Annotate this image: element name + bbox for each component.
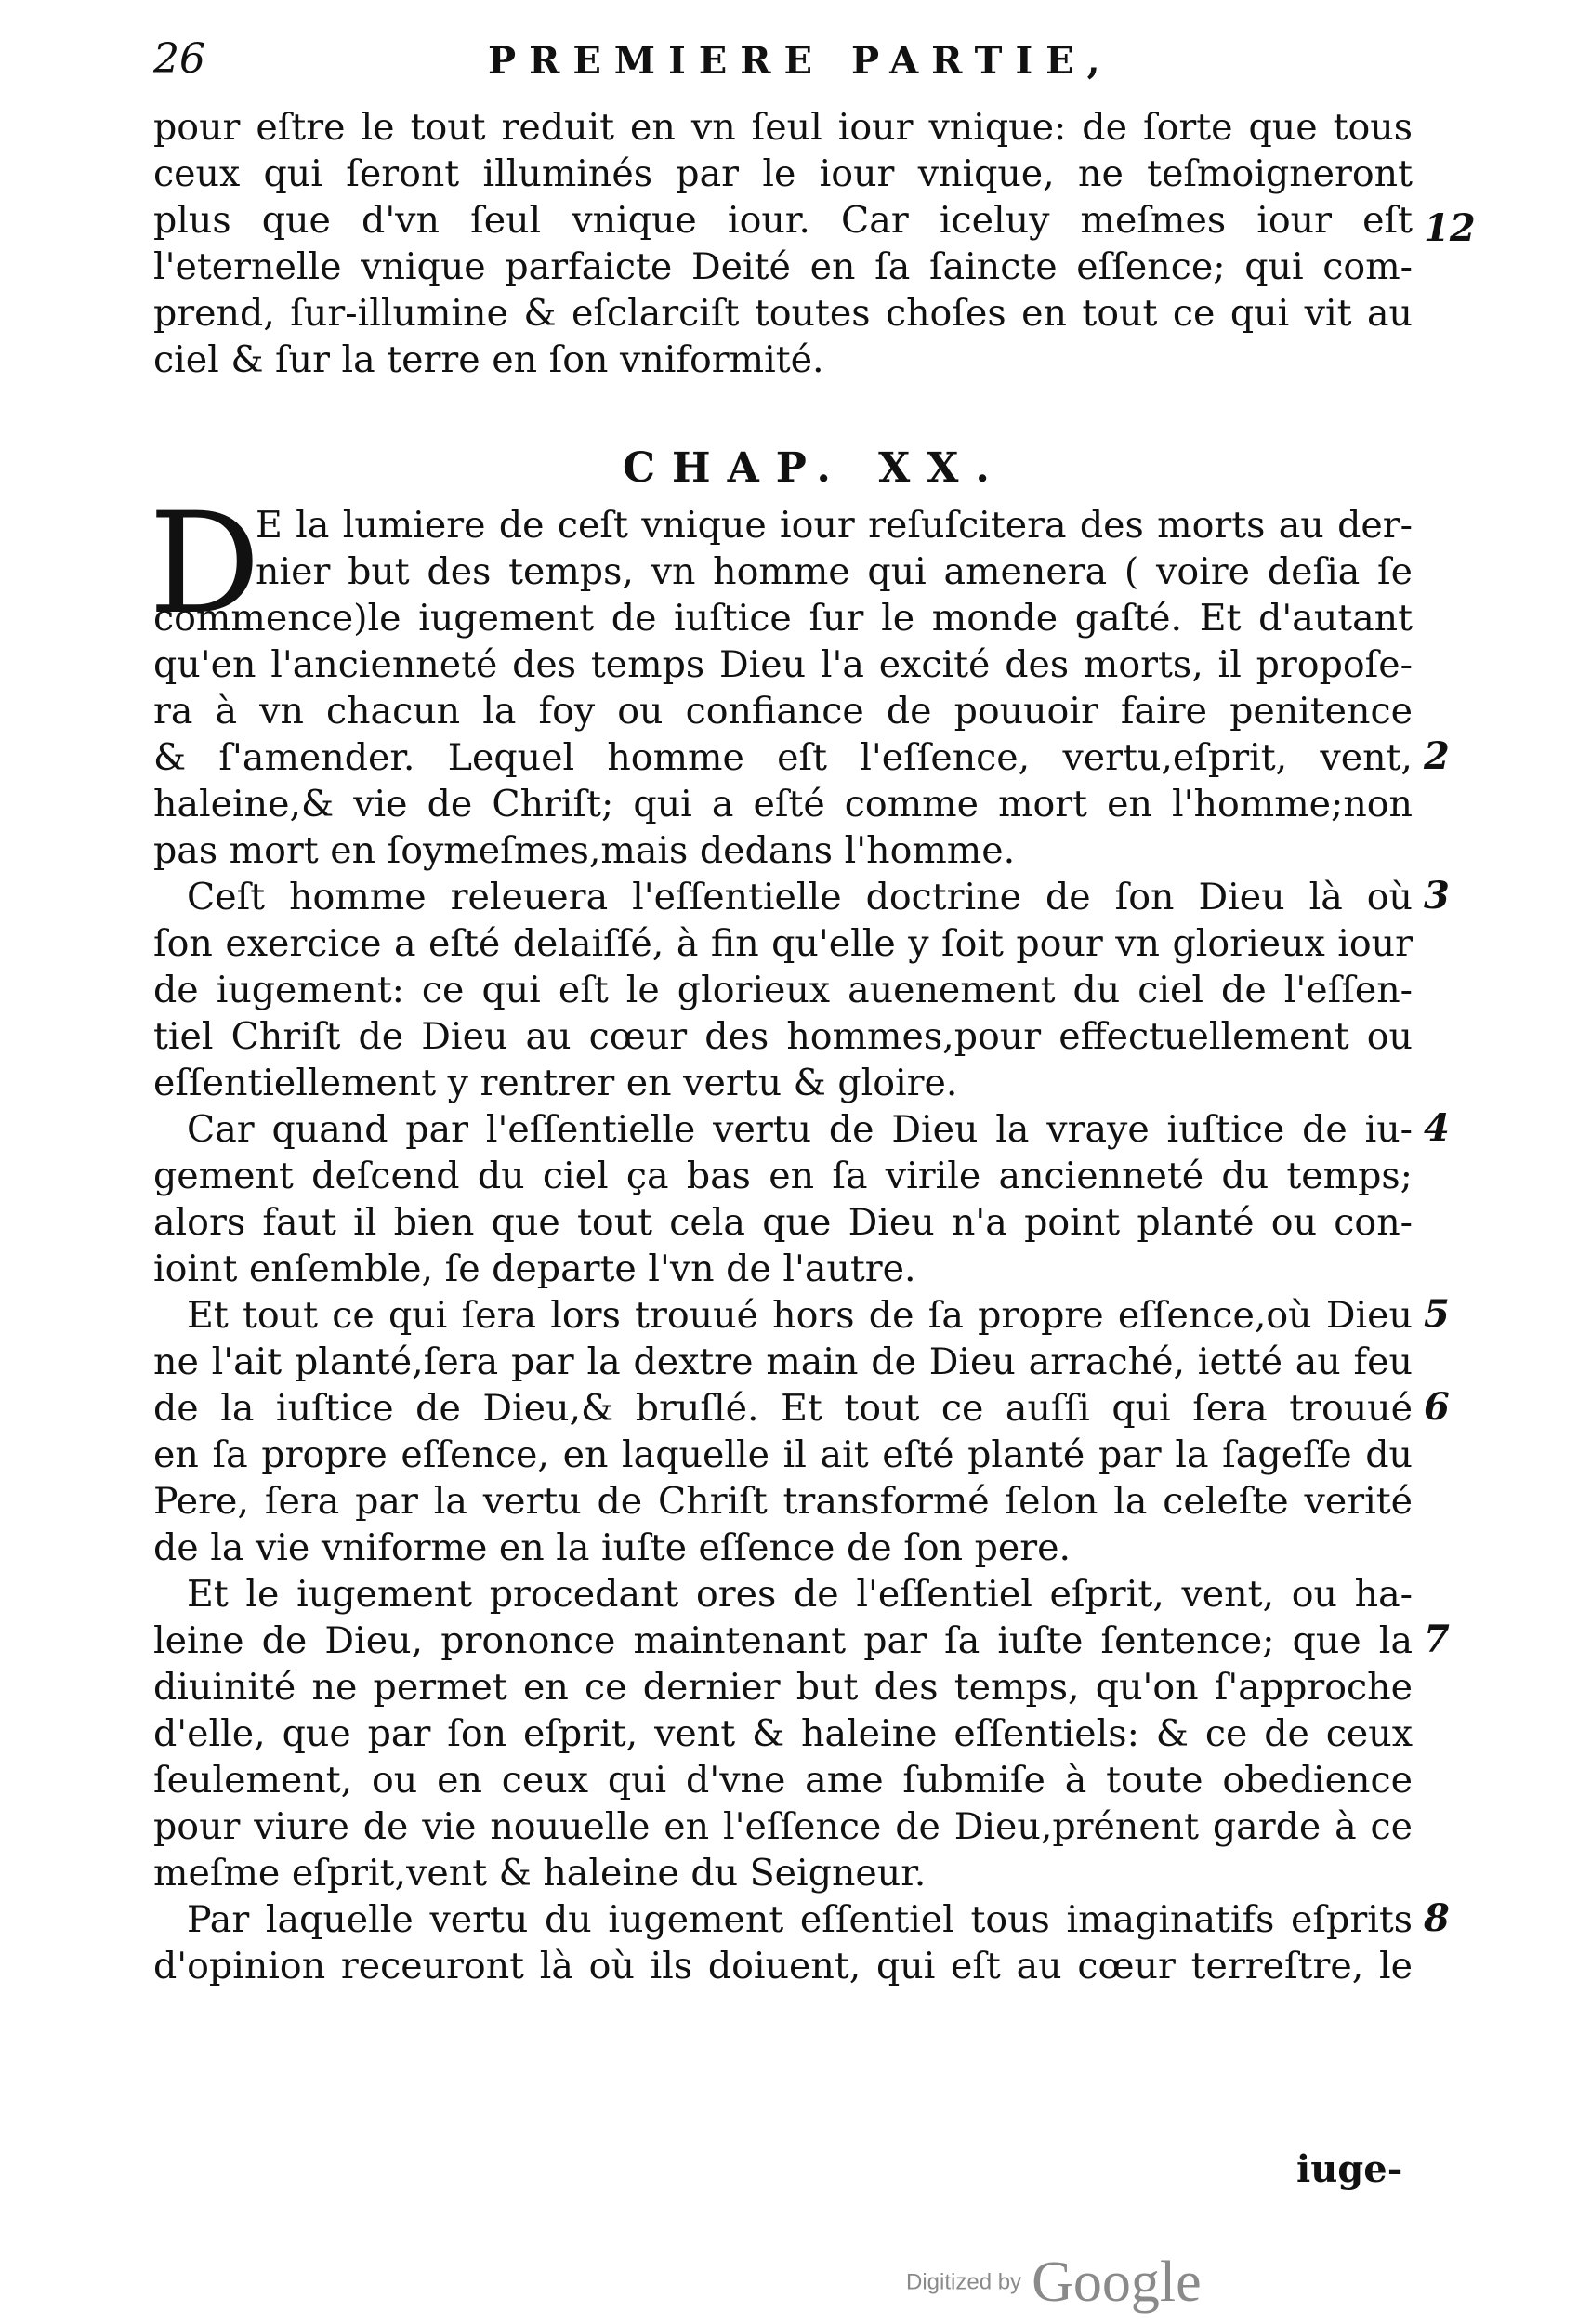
margin-number: 4 xyxy=(1424,1106,1450,1150)
text-line: qu'en l'ancienneté des temps Dieu l'a excité des morts, il propoſe- xyxy=(153,643,1413,686)
text-line: Par laquelle vertu du iugement eſſentiel tous imaginatifs eſprits xyxy=(187,1898,1413,1941)
digitized-label: Digitized by xyxy=(906,2269,1022,2295)
text-line: tiel Chriſt de Dieu au cœur des hommes,pour effectuellement ou xyxy=(153,1015,1413,1058)
text-line: gement deſcend du ciel ça bas en ſa virile ancienneté du temps; xyxy=(153,1155,1413,1197)
text-line: de la vie vniforme en la iuſte eſſence de ſon pere. xyxy=(153,1526,1072,1569)
page-header xyxy=(153,35,1417,100)
text-line: ne l'ait planté,ſera par la dextre main de Dieu arraché, ietté au feu xyxy=(153,1340,1413,1383)
text-line: alors faut il bien que tout cela que Dieu n'a point planté ou con- xyxy=(153,1201,1413,1244)
text-line: haleine,& vie de Chriſt; qui a eſté comme mort en l'homme;non xyxy=(153,783,1413,825)
text-line: Pere, ſera par la vertu de Chriſt transformé ſelon la celeſte verité xyxy=(153,1480,1413,1523)
text-line: plus que d'vn ſeul vnique iour. Car iceluy meſmes iour eſt xyxy=(153,199,1413,242)
text-line: de la iuſtice de Dieu,& bruſlé. Et tout ce auſſi qui ſera trouué xyxy=(153,1387,1413,1430)
text-line: de iugement: ce qui eſt le glorieux auenement du ciel de l'eſſen- xyxy=(153,969,1413,1011)
page-number: 26 xyxy=(153,35,205,83)
catchword: iuge- xyxy=(1296,2147,1403,2191)
drop-cap: D xyxy=(149,483,261,645)
text-line: meſme eſprit,vent & haleine du Seigneur. xyxy=(153,1852,927,1895)
margin-number: 12 xyxy=(1424,206,1476,250)
text-line: d'opinion receuront là où ils doiuent, qui eſt au cœur terreſtre, le xyxy=(153,1945,1413,1987)
text-line: Et tout ce qui ſera lors trouué hors de ſa propre eſſence,où Dieu xyxy=(187,1294,1413,1337)
text-line: eſſentiellement y rentrer en vertu & gloire. xyxy=(153,1062,958,1104)
text-line: ra à vn chacun la foy ou confiance de pouuoir faire penitence xyxy=(153,690,1413,733)
text-line: ioint enſemble, ſe departe l'vn de l'autre. xyxy=(153,1248,916,1290)
margin-number: 8 xyxy=(1424,1896,1450,1940)
text-line: en ſa propre eſſence, en laquelle il ait eſté planté par la ſageſſe du xyxy=(153,1433,1413,1476)
text-line: ceux qui ſeront illuminés par le iour vnique, ne teſmoigneront xyxy=(153,152,1413,195)
text-line: pour viure de vie nouuelle en l'eſſence de Dieu,prénent garde à ce xyxy=(153,1805,1413,1848)
text-line: E la lumiere de ceſt vnique iour reſuſcitera des morts au der- xyxy=(256,504,1413,547)
text-line: l'eternelle vnique parfaicte Deité en ſa ſaincte eſſence; qui com- xyxy=(153,245,1413,288)
margin-number: 5 xyxy=(1424,1292,1450,1336)
text-line: ciel & ſur la terre en ſon vniformité. xyxy=(153,338,824,381)
chapter-body xyxy=(153,595,1413,1989)
margin-number: 3 xyxy=(1424,874,1450,918)
chapter-title: CHAP. XX. xyxy=(623,444,1006,492)
margin-number: 2 xyxy=(1424,734,1450,778)
text-line: Ceſt homme releuera l'eſſentielle doctrine de ſon Dieu là où xyxy=(187,876,1413,918)
text-line: diuinité ne permet en ce dernier but des temps, qu'on ſ'approche xyxy=(153,1666,1413,1709)
text-line: pas mort en ſoymeſmes,mais dedans l'homme. xyxy=(153,829,1016,872)
text-line: Et le iugement procedant ores de l'eſſentiel eſprit, vent, ou ha- xyxy=(187,1573,1413,1616)
text-line: Car quand par l'eſſentielle vertu de Dieu la vraye iuſtice de iu- xyxy=(187,1108,1413,1151)
google-logo: Google xyxy=(1032,2251,1202,2314)
text-line: prend, ſur-illumine & eſclarciſt toutes choſes en tout ce qui vit au xyxy=(153,292,1413,335)
text-line: commence)le iugement de iuſtice ſur le monde gaſté. Et d'autant xyxy=(153,597,1413,640)
digitization-footer xyxy=(906,2250,1202,2316)
text-line: leine de Dieu, prononce maintenant par ſa iuſte ſentence; que la xyxy=(153,1619,1413,1662)
text-line: ſon exercice a eſté delaiſſé, à fin qu'elle y ſoit pour vn glorieux iour xyxy=(153,922,1413,965)
text-line: ſeulement, ou en ceux qui d'vne ame ſubmiſe à toute obedience xyxy=(153,1759,1413,1802)
opening-paragraph xyxy=(153,104,1413,383)
chapter-opening xyxy=(256,502,1413,595)
text-line: nier but des temps, vn homme qui amenera ( voire deſia ſe xyxy=(256,550,1413,593)
text-line: & ſ'amender. Lequel homme eſt l'eſſence, vertu,eſprit, vent, xyxy=(153,736,1413,779)
text-line: pour eſtre le tout reduit en vn ſeul iour vnique: de ſorte que tous xyxy=(153,106,1413,149)
margin-number: 7 xyxy=(1424,1618,1450,1661)
text-line: d'elle, que par ſon eſprit, vent & haleine eſſentiels: & ce de ceux xyxy=(153,1712,1413,1755)
running-head: PREMIERE PARTIE, xyxy=(488,39,1113,83)
margin-number: 6 xyxy=(1424,1385,1450,1429)
